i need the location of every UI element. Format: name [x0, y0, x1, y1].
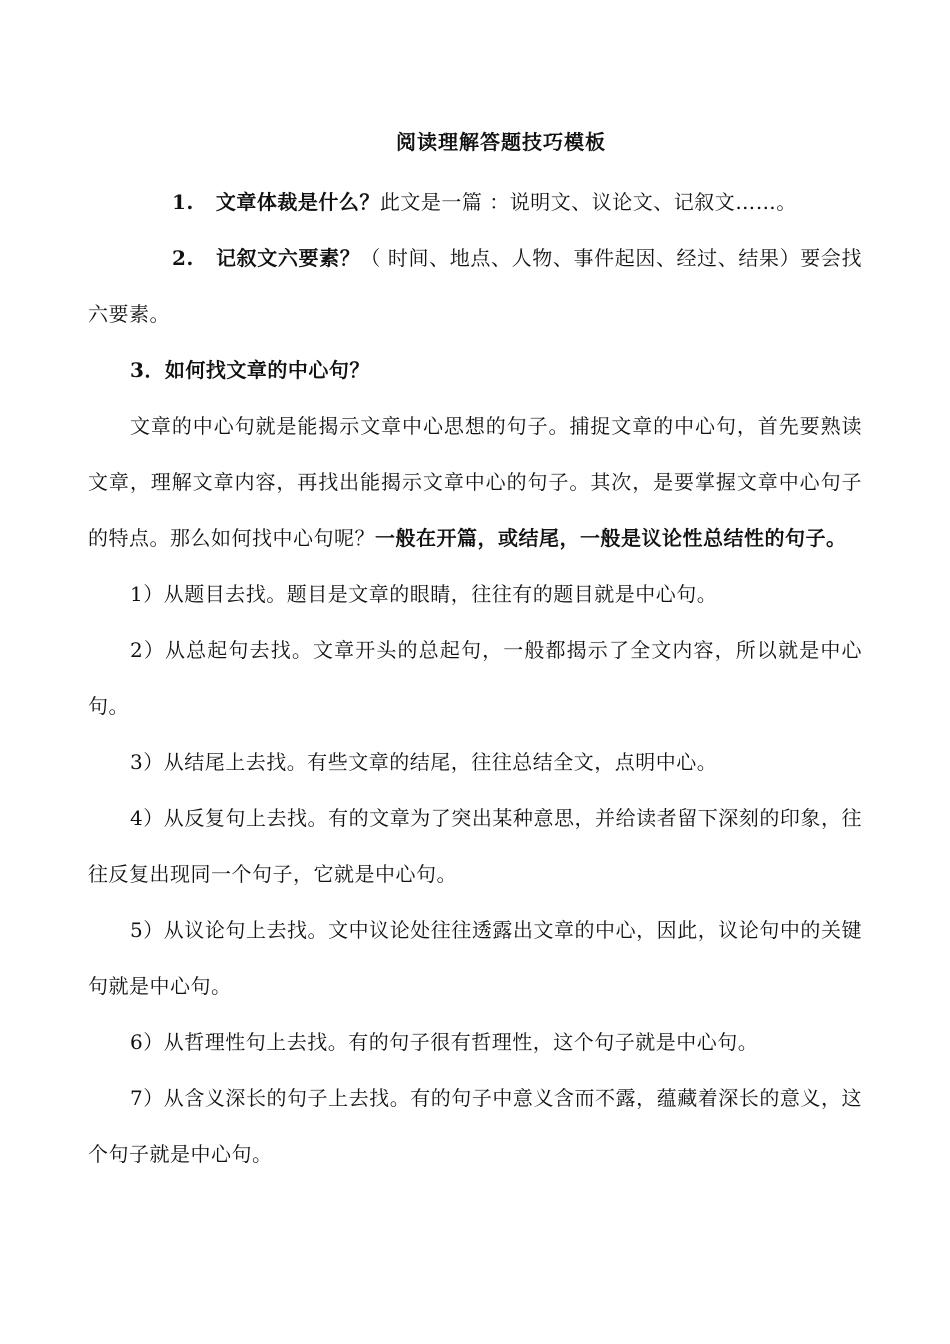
question-2-number: 2.: [172, 246, 194, 270]
question-2: [88, 230, 862, 342]
question-1: [88, 174, 862, 230]
question-2-label: 记叙文六要素？: [215, 246, 361, 270]
list-item: 6）从哲理性句上去找。有的句子很有哲理性，这个句子就是中心句。: [130, 1030, 759, 1054]
intro-text: 文章的中心句就是能揭示文章中心思想的句子。捕捉文章的中心句，首先要熟读文章，理解文章内容，再找出能揭示文章中心的句子。其次，是要掌握文章中心句子的特点。那么如何找中心句呢？: [88, 414, 862, 550]
list-item: 1）从题目去找。题目是文章的眼睛，往往有的题目就是中心句。: [130, 582, 718, 606]
list-item: 7）从含义深长的句子上去找。有的句子中意义含而不露，蕴藏着深长的意义，这个句子就是中心句。: [88, 1086, 862, 1166]
question-1-number: 1.: [172, 190, 194, 214]
list-item: 2）从总起句去找。文章开头的总起句，一般都揭示了全文内容，所以就是中心句。: [88, 638, 862, 718]
document-page: [88, 118, 862, 1182]
list-item: 5）从议论句上去找。文中议论处往往透露出文章的中心，因此，议论句中的关键句就是中心句。: [88, 918, 862, 998]
question-1-text: 此文是一篇 ：说明文、议论文、记叙文……。: [379, 190, 797, 214]
list-item: 3）从结尾上去找。有些文章的结尾，往往总结全文，点明中心。: [130, 750, 718, 774]
intro-bold-text: 一般在开篇，或结尾，一般是议论性总结性的句子。: [375, 526, 847, 550]
intro-paragraph: [88, 398, 862, 566]
question-1-label: 文章体裁是什么？: [215, 190, 380, 214]
list-item: 4）从反复句上去找。有的文章为了突出某种意思，并给读者留下深刻的印象，往往反复出现同一个句子，它就是中心句。: [88, 806, 862, 886]
question-3-heading: 3．如何找文章的中心句？: [130, 358, 370, 382]
document-title: 阅读理解答题技巧模板: [396, 130, 606, 154]
question-2-text: （ 时间、地点、人物、事件起因、经过、结果）要会找六要素。: [88, 246, 862, 326]
